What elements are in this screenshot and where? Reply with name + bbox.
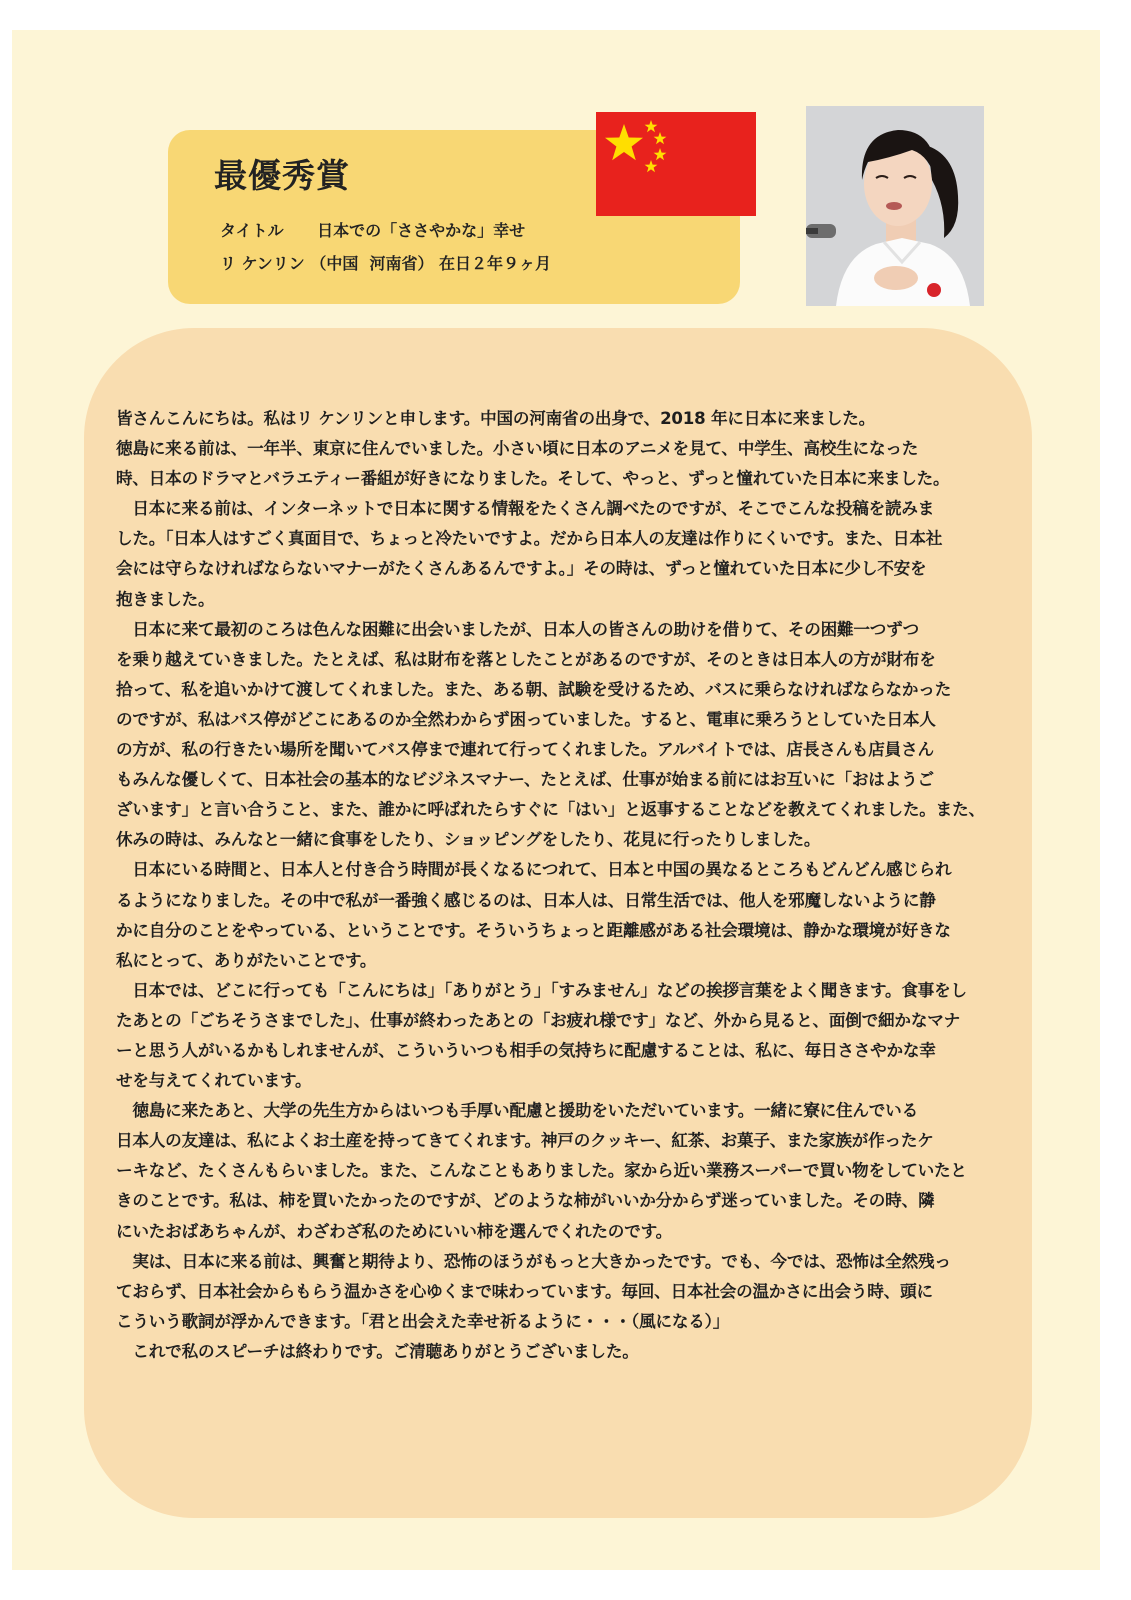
speech-line: 日本に来て最初のころは色んな困難に出会いましたが、日本人の皆さんの助けを借りて、その困難一つずつ	[116, 619, 919, 639]
speech-line: かに自分のことをやっている、ということです。そういうちょっと距離感がある社会環境は、静かな環境が好きな	[116, 920, 951, 940]
speech-line: を乗り越えていきました。たとえば、私は財布を落としたことがあるのですが、そのときは日本人の方が財布を	[116, 649, 936, 669]
speech-line: 抱きました。	[116, 589, 215, 609]
title-label: タイトル	[220, 221, 284, 240]
speech-line: の方が、私の行きたい場所を聞いてバス停まで連れて行ってくれました。アルバイトでは、店長さんも店員さん	[116, 740, 934, 760]
speech-line: これで私のスピーチは終わりです。ご清聴ありがとうございました。	[116, 1341, 639, 1361]
speech-line: ーキなど、たくさんもらいました。また、こんなこともありました。家から近い業務スーパーで買い物をしていたと	[116, 1161, 967, 1181]
china-flag-icon	[596, 112, 756, 216]
speech-line: 実は、日本に来る前は、興奮と期待より、恐怖のほうがもっと大きかったです。でも、今では、恐怖は全然残っ	[116, 1251, 951, 1271]
speech-title: 日本での「ささやかな」幸せ	[317, 221, 526, 240]
speech-line: 日本人の友達は、私によくお土産を持ってきてくれます。神戸のクッキー、紅茶、お菓子、また家族が作ったケ	[116, 1131, 934, 1151]
speech-line: した。「日本人はすごく真面目で、ちょっと冷たいですよ。だから日本人の友達は作りにくいです。また、日本社	[116, 529, 943, 549]
speech-line: 徳島に来たあと、大学の先生方からはいつも手厚い配慮と援助をいただいています。一緒に寮に住んでいる	[116, 1101, 918, 1121]
speech-line: ざいます」と言い合うこと、また、誰かに呼ばれたらすぐに「はい」と返事することなどを教えてくれました。また、	[116, 800, 985, 820]
speech-line: 時、日本のドラマとバラエティー番組が好きになりました。そして、やっと、ずっと憧れていた日本に来ました。	[116, 469, 950, 489]
speech-line: 皆さんこんにちは。私はリ ケンリンと申します。中国の河南省の出身で、2018 年に日本に来ました。	[116, 409, 875, 428]
speech-line: 日本では、どこに行っても「こんにちは」「ありがとう」「すみません」などの挨拶言葉をよく聞きます。食事をし	[116, 980, 967, 1000]
speech-line: 拾って、私を追いかけて渡してくれました。また、ある朝、試験を受けるため、バスに乗らなければならなかった	[116, 679, 952, 699]
award-title: 最優秀賞	[214, 156, 350, 195]
speech-line: きのことです。私は、柿を買いたかったのですが、どのような柿がいいか分からず迷っていました。その時、隣	[116, 1191, 935, 1211]
title-line	[220, 218, 525, 241]
speech-line: 私にとって、ありがたいことです。	[116, 950, 377, 970]
speech-line: 会には守らなければならないマナーがたくさんあるんですよ。」その時は、ずっと憧れていた日本に少し不安を	[116, 559, 927, 579]
speech-line: るようになりました。その中で私が一番強く感じるのは、日本人は、日常生活では、他人を邪魔しないように静	[116, 890, 936, 910]
speech-line: こういう歌詞が浮かんできます。「君と出会えた幸せ祈るように・・・（風になる）」	[116, 1311, 730, 1331]
speech-line: 休みの時は、みんなと一緒に食事をしたり、ショッピングをしたり、花見に行ったりしました。	[116, 830, 821, 850]
speech-line: もみんな優しくて、日本社会の基本的なビジネスマナー、たとえば、仕事が始まる前にはお互いに「おはようご	[116, 770, 934, 790]
speech-text	[116, 404, 1002, 1367]
speech-line: ておらず、日本社会からもらう温かさを心ゆくまで味わっています。毎回、日本社会の温かさに出会う時、頭に	[116, 1281, 933, 1301]
speech-line: のですが、私はバス停がどこにあるのか全然わからず困っていました。すると、電車に乗ろうとしていた日本人	[116, 709, 936, 729]
speech-line: ーと思う人がいるかもしれませんが、こういういつも相手の気持ちに配慮することは、私に、毎日ささやかな幸	[116, 1040, 936, 1060]
speech-line: せを与えてくれています。	[116, 1071, 312, 1091]
speaker-photo	[806, 106, 984, 306]
speech-line: 日本にいる時間と、日本人と付き合う時間が長くなるにつれて、日本と中国の異なるところもどんどん感じられ	[116, 860, 952, 880]
author-line: リ ケンリン （中国 河南省） 在日２年９ヶ月	[220, 254, 552, 273]
speech-line: 徳島に来る前は、一年半、東京に住んでいました。小さい頃に日本のアニメを見て、中学生、高校生になった	[116, 439, 919, 459]
speech-line: にいたおばあちゃんが、わざわざ私のためにいい柿を選んでくれたのです。	[116, 1221, 673, 1241]
speech-line: たあとの「ごちそうさまでした」、仕事が終わったあとの「お疲れ様です」など、外から見ると、面倒で細かなマナ	[116, 1010, 961, 1030]
speech-line: 日本に来る前は、インターネットで日本に関する情報をたくさん調べたのですが、そこでこんな投稿を読みま	[116, 499, 935, 519]
